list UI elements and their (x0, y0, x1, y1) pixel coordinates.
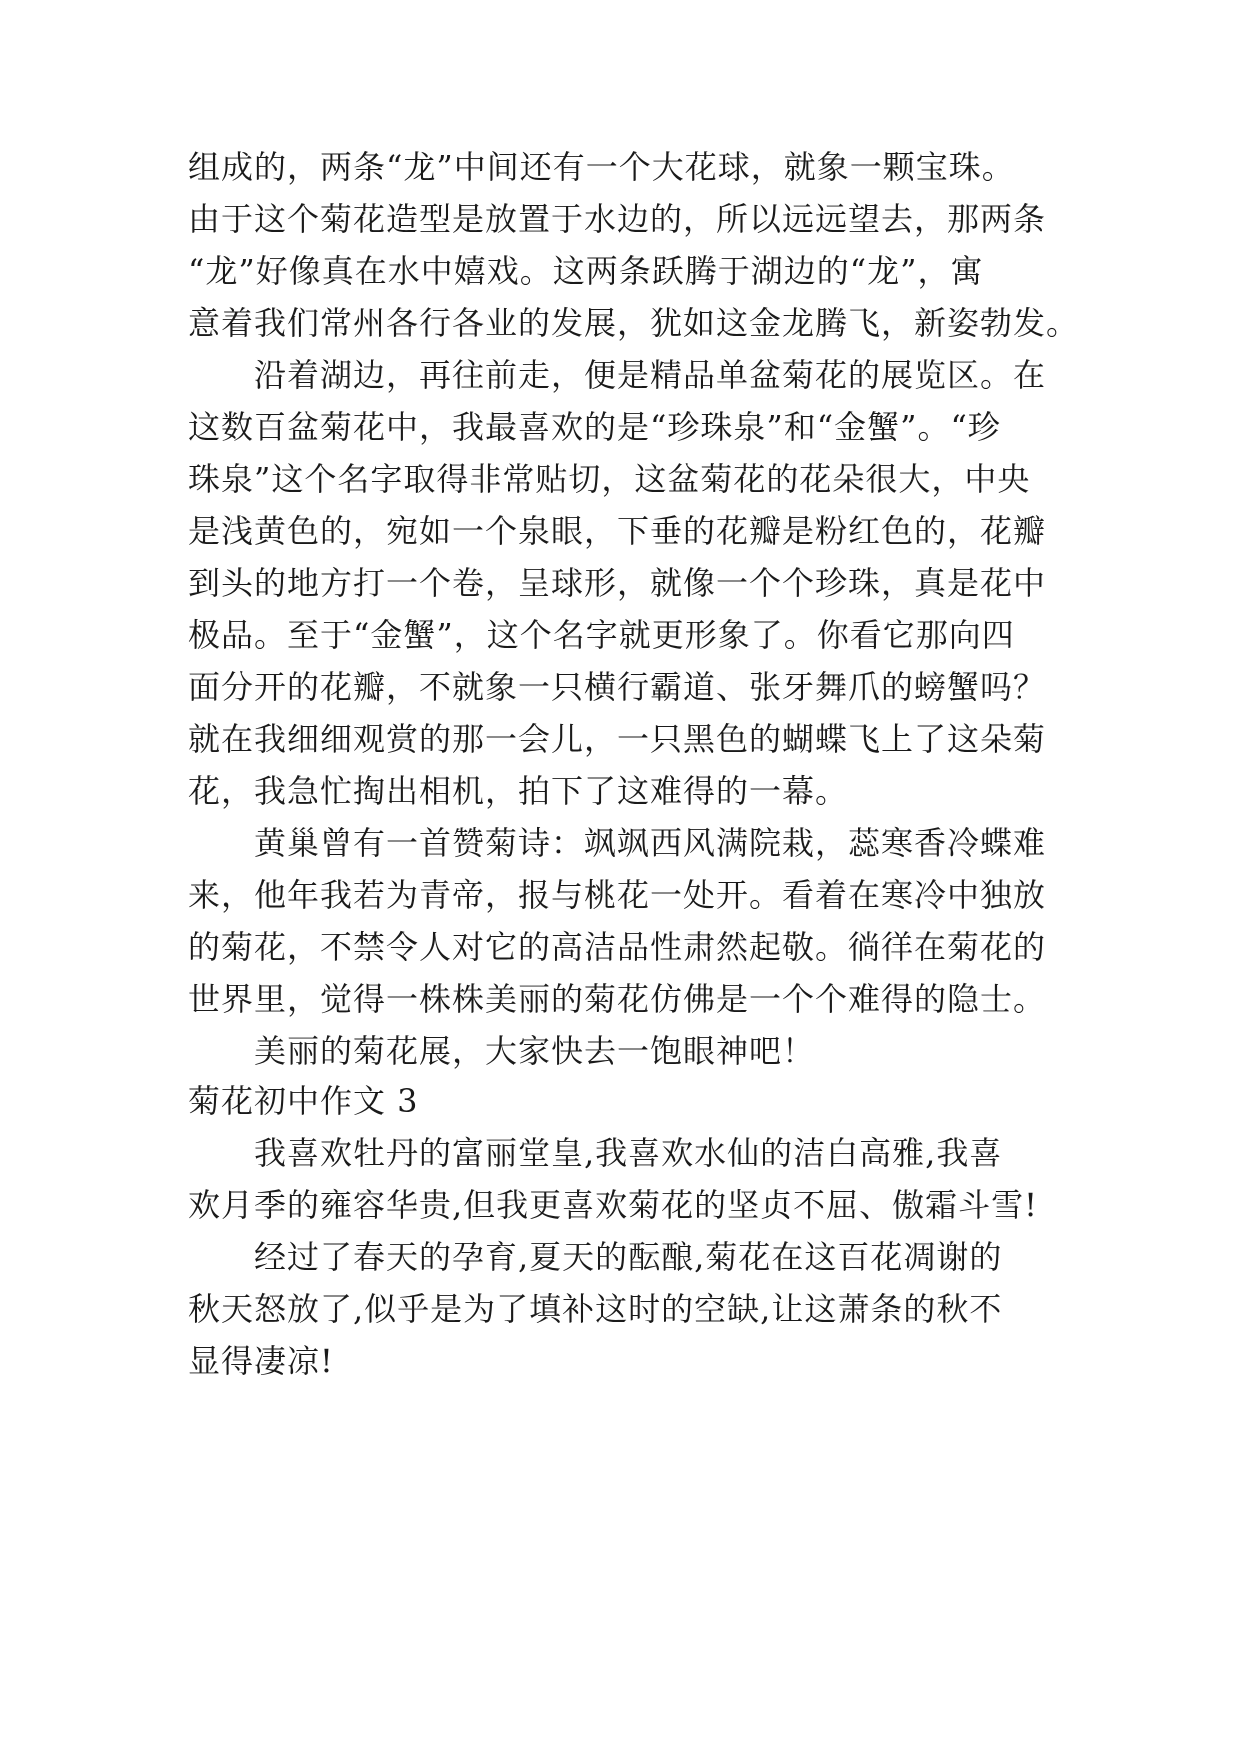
text-line: 意着我们常州各行各业的发展，犹如这金龙腾飞，新姿勃发。 (188, 304, 1080, 342)
paragraph-first-line: 黄巢曾有一首赞菊诗：飒飒西风满院栽，蕊寒香冷蝶难 (254, 824, 1047, 862)
text-line: 到头的地方打一个卷，呈球形，就像一个个珍珠，真是花中 (188, 564, 1047, 602)
text-line: 是浅黄色的，宛如一个泉眼，下垂的花瓣是粉红色的，花瓣 (188, 512, 1047, 550)
text-line: 的菊花，不禁令人对它的高洁品性肃然起敬。徜徉在菊花的 (188, 928, 1047, 966)
text-line: 就在我细细观赏的那一会儿，一只黑色的蝴蝶飞上了这朵菊 (188, 720, 1047, 758)
text-line: 显得凄凉! (188, 1342, 334, 1380)
text-line: 世界里，觉得一株株美丽的菊花仿佛是一个个难得的隐士。 (188, 980, 1047, 1018)
text-line: 欢月季的雍容华贵,但我更喜欢菊花的坚贞不屈、傲霜斗雪! (188, 1186, 1039, 1224)
text-line: 来，他年我若为青帝，报与桃花一处开。看着在寒冷中独放 (188, 876, 1047, 914)
text-line: 面分开的花瓣，不就象一只横行霸道、张牙舞爪的螃蟹吗？ (188, 668, 1047, 706)
text-line: 极品。至于“金蟹”，这个名字就更形象了。你看它那向四 (188, 616, 1015, 654)
paragraph-first-line: 沿着湖边，再往前走，便是精品单盆菊花的展览区。在 (254, 356, 1047, 394)
text-line: 这数百盆菊花中，我最喜欢的是“珍珠泉”和“金蟹”。“珍 (188, 408, 1001, 446)
text-line: 组成的，两条“龙”中间还有一个大花球，就象一颗宝珠。 (188, 148, 1015, 186)
text-line: 珠泉”这个名字取得非常贴切，这盆菊花的花朵很大，中央 (188, 460, 1031, 498)
text-line: “龙”好像真在水中嬉戏。这两条跃腾于湖边的“龙”，寓 (188, 252, 984, 290)
text-line: 秋天怒放了,似乎是为了填补这时的空缺,让这萧条的秋不 (188, 1290, 1003, 1328)
paragraph-first-line: 我喜欢牡丹的富丽堂皇,我喜欢水仙的洁白高雅,我喜 (254, 1134, 1003, 1172)
text-line: 由于这个菊花造型是放置于水边的，所以远远望去，那两条 (188, 200, 1047, 238)
section-heading: 菊花初中作文 3 (188, 1082, 419, 1120)
paragraph-first-line: 美丽的菊花展，大家快去一饱眼神吧！ (254, 1032, 816, 1070)
text-line: 花，我急忙掏出相机，拍下了这难得的一幕。 (188, 772, 849, 810)
paragraph-first-line: 经过了春天的孕育,夏天的酝酿,菊花在这百花凋谢的 (254, 1238, 1003, 1276)
